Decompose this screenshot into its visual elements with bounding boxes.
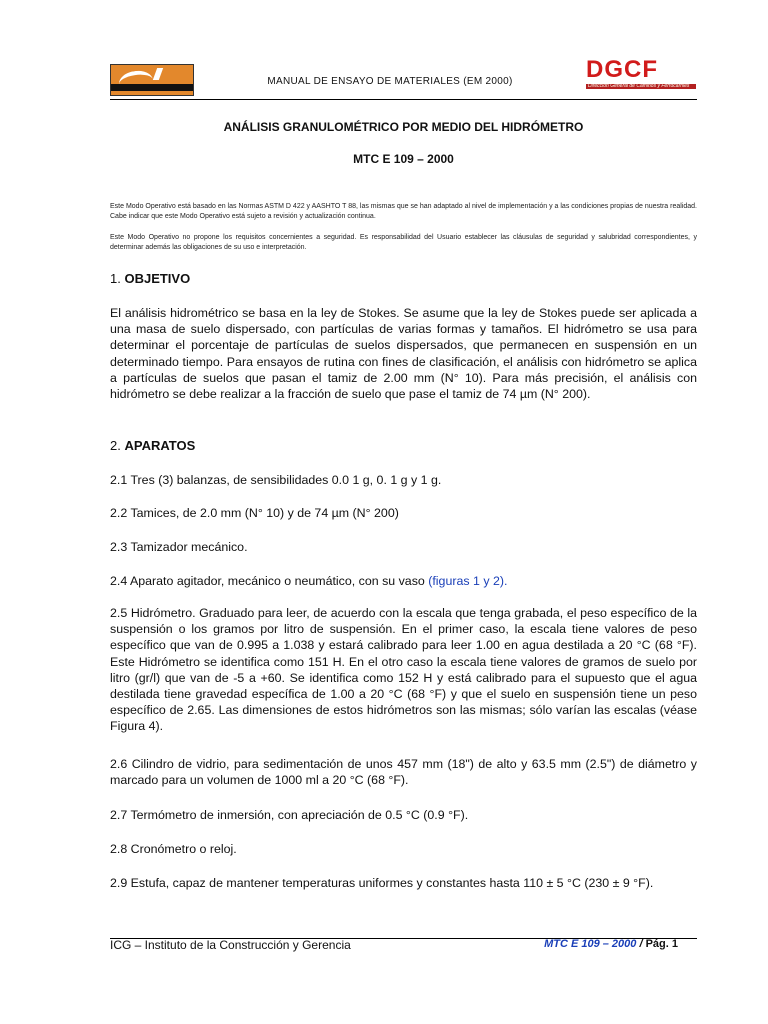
item-2-6: 2.6 Cilindro de vidrio, para sedimentación de unos 457 mm (18") de alto y 63.5 mm (2.5") de diámetro y marcado para un volumen de 1000 ml a 20 °C (68 °F). [110,757,697,788]
section-number: 1. [110,271,121,286]
item-2-2: 2.2 Tamices, de 2.0 mm (N° 10) y de 74 µm (N° 200) [110,506,399,520]
footer-page-number: Pág. 1 [645,938,678,950]
logo-swoosh-shape [118,69,155,96]
item-2-4-text: 2.4 Aparato agitador, mecánico o neumático, con su vaso [110,574,429,588]
dgcf-logo-text: DGCF [586,56,658,83]
item-2-8: 2.8 Cronómetro o reloj. [110,842,237,856]
item-2-9: 2.9 Estufa, capaz de mantener temperaturas uniformes y constantes hasta 110 ± 5 °C (230 ± 9 °F). [110,876,654,890]
objetivo-paragraph: El análisis hidrométrico se basa en la ley de Stokes. Se asume que la ley de Stokes puede ser aplicada a una masa de suelo dispersado, con partículas de varias formas y tamaños. El hidrómetro se usa para determinar el porcentaje de partículas de suelos dispersados, que permanecen en suspensión en un determinado tiempo. Para ensayos de rutina con fines de clasificación, el análisis con hidrómetro se aplica a partículas de suelos que pasan el tamiz de 2.00 mm (N° 10). Para más precisión, el análisis con hidrómetro se debe realizar a la fracción de suelo que pase el tamiz de 74 µm (N° 200). [110,306,697,402]
scope-note: Este Modo Operativo está basado en las Normas ASTM D 422 y AASHTO T 88, las mismas que se han adaptado al nivel de implementación y a las condiciones propias de nuestra realidad. Cabe indicar que este Modo Operativo está sujeto a revisión y actualización continua. [110,203,697,220]
section-label: OBJETIVO [124,271,191,286]
section-number: 2. [110,438,121,453]
footer-code: MTC E 109 – 2000 [544,938,637,950]
item-2-1: 2.1 Tres (3) balanzas, de sensibilidades 0.0 1 g, 0. 1 g y 1 g. [110,473,442,487]
logo-mark-shape [153,68,163,80]
dgcf-logo-subtext: Dirección General de Caminos y Ferrocarriles [588,83,690,89]
item-2-4 [110,573,697,589]
item-2-5: 2.5 Hidrómetro. Graduado para leer, de acuerdo con la escala que tenga grabada, el peso específico de la suspensión o los gramos por litro de suspensión. En el primer caso, la escala tiene valores de peso específico que van de 0.995 a 1.038 y estará calibrado para leer 1.00 en agua destilada a 20 °C (68 °F). Este Hidrómetro se identifica como 151 H. En el otro caso la escala tiene valores de gramos de suelo por litro (gr/l) que van de -5 a +60. Se identifica como 152 H y está calibrado para el supuesto que el agua destilada tiene gravedad específica de 1.00 a 20 °C (68 °F) y que el suelo en suspensión tiene un peso específico de 2.65. Las dimensiones de estos hidrómetros son las mismas; sólo varían las escalas (véase Figura 4). [110,606,697,734]
section-heading-objetivo [110,271,190,286]
document-code: MTC E 109 – 2000 [353,152,454,166]
footer-page-info [544,938,678,950]
document-title: ANÁLISIS GRANULOMÉTRICO POR MEDIO DEL HIDRÓMETRO [223,120,584,134]
logo-band-shape [111,84,193,91]
item-2-7: 2.7 Termómetro de inmersión, con apreciación de 0.5 °C (0.9 °F). [110,808,469,822]
safety-note: Este Modo Operativo no propone los requisitos concernientes a seguridad. Es responsabilidad del Usuario establecer las cláusulas de seguridad y salubridad correspondientes, y determinar además las obligaciones de su uso e interpretación. [110,234,697,251]
footer-separator: / [636,938,646,950]
header-divider [110,99,697,100]
section-label: APARATOS [124,438,196,453]
header-title: MANUAL DE ENSAYO DE MATERIALES (EM 2000) [267,76,513,87]
footer-institution: ICG – Instituto de la Construcción y Gerencia [110,938,351,952]
item-2-3: 2.3 Tamizador mecánico. [110,540,248,554]
figure-reference-link[interactable]: (figuras 1 y 2). [428,574,508,588]
section-heading-aparatos [110,438,195,453]
dgcf-logo [586,56,696,90]
mtc-logo [110,64,194,96]
